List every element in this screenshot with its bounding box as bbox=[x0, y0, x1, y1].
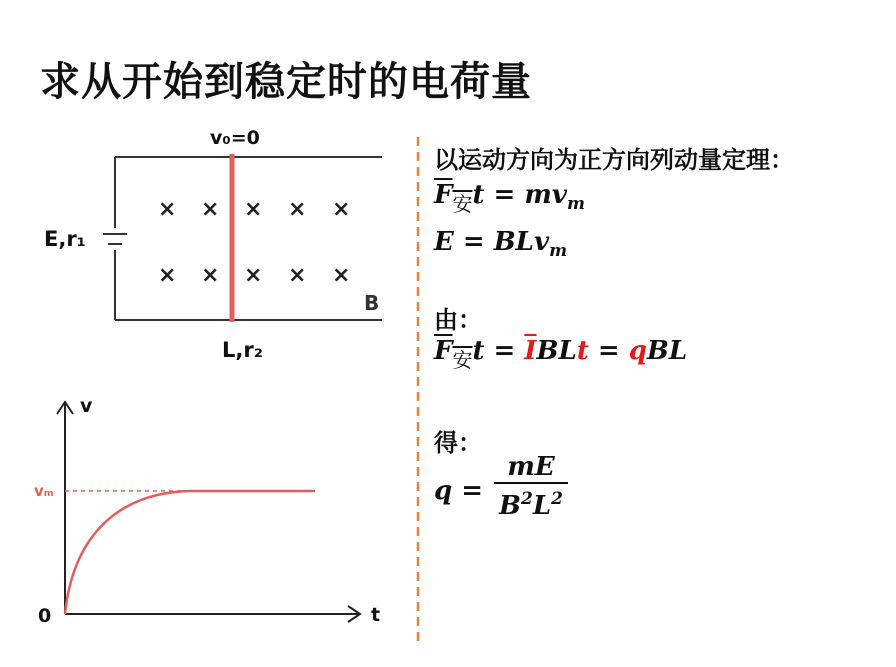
average-force-symbol: $F_安$ bbox=[434, 180, 473, 216]
origin-label: 0 bbox=[38, 605, 52, 627]
field-cross: × bbox=[158, 197, 177, 222]
magnetic-field bbox=[158, 197, 350, 288]
get-label: 得： bbox=[434, 429, 482, 457]
asymptote-label: vₘ bbox=[34, 482, 54, 500]
fraction-denominator: $B^2L^2$ bbox=[499, 489, 563, 521]
velocity-curve bbox=[65, 491, 315, 614]
velocity-time-graph bbox=[34, 395, 380, 627]
average-current-symbol: $\overline{I}$ bbox=[524, 336, 537, 366]
circuit-diagram bbox=[115, 157, 382, 320]
field-cross: × bbox=[244, 263, 263, 288]
field-cross: × bbox=[244, 197, 263, 222]
rod-initial-velocity-label: v₀=0 bbox=[210, 127, 260, 149]
field-cross: × bbox=[201, 263, 220, 288]
by-label: 由： bbox=[434, 306, 482, 334]
source-label: E,r₁ bbox=[44, 227, 86, 251]
charge-result-fraction bbox=[494, 452, 568, 521]
page-title: 求从开始到稳定时的电荷量 bbox=[40, 59, 532, 105]
field-cross: × bbox=[288, 263, 307, 288]
field-label: B bbox=[364, 291, 380, 315]
battery-symbol bbox=[103, 234, 127, 244]
field-cross: × bbox=[201, 197, 220, 222]
field-cross: × bbox=[332, 263, 351, 288]
rod-length-resistance-label: L,r₂ bbox=[222, 338, 263, 362]
y-axis-label: v bbox=[80, 395, 93, 417]
field-cross: × bbox=[158, 263, 177, 288]
emf-equation: E = BLv$_m$ bbox=[434, 227, 568, 261]
field-cross: × bbox=[288, 197, 307, 222]
derivation-heading: 以运动方向为正方向列动量定理： bbox=[434, 146, 794, 174]
momentum-theorem-equation: $F_安t = mv_m$ bbox=[434, 180, 585, 216]
impulse-charge-equation: $F_安t = \overline{I}BLt$ = qBL bbox=[434, 336, 688, 372]
fraction-numerator: mE bbox=[507, 452, 555, 482]
charge-result-lhs: q = bbox=[434, 476, 484, 506]
x-axis-label: t bbox=[371, 604, 381, 626]
field-cross: × bbox=[332, 197, 351, 222]
